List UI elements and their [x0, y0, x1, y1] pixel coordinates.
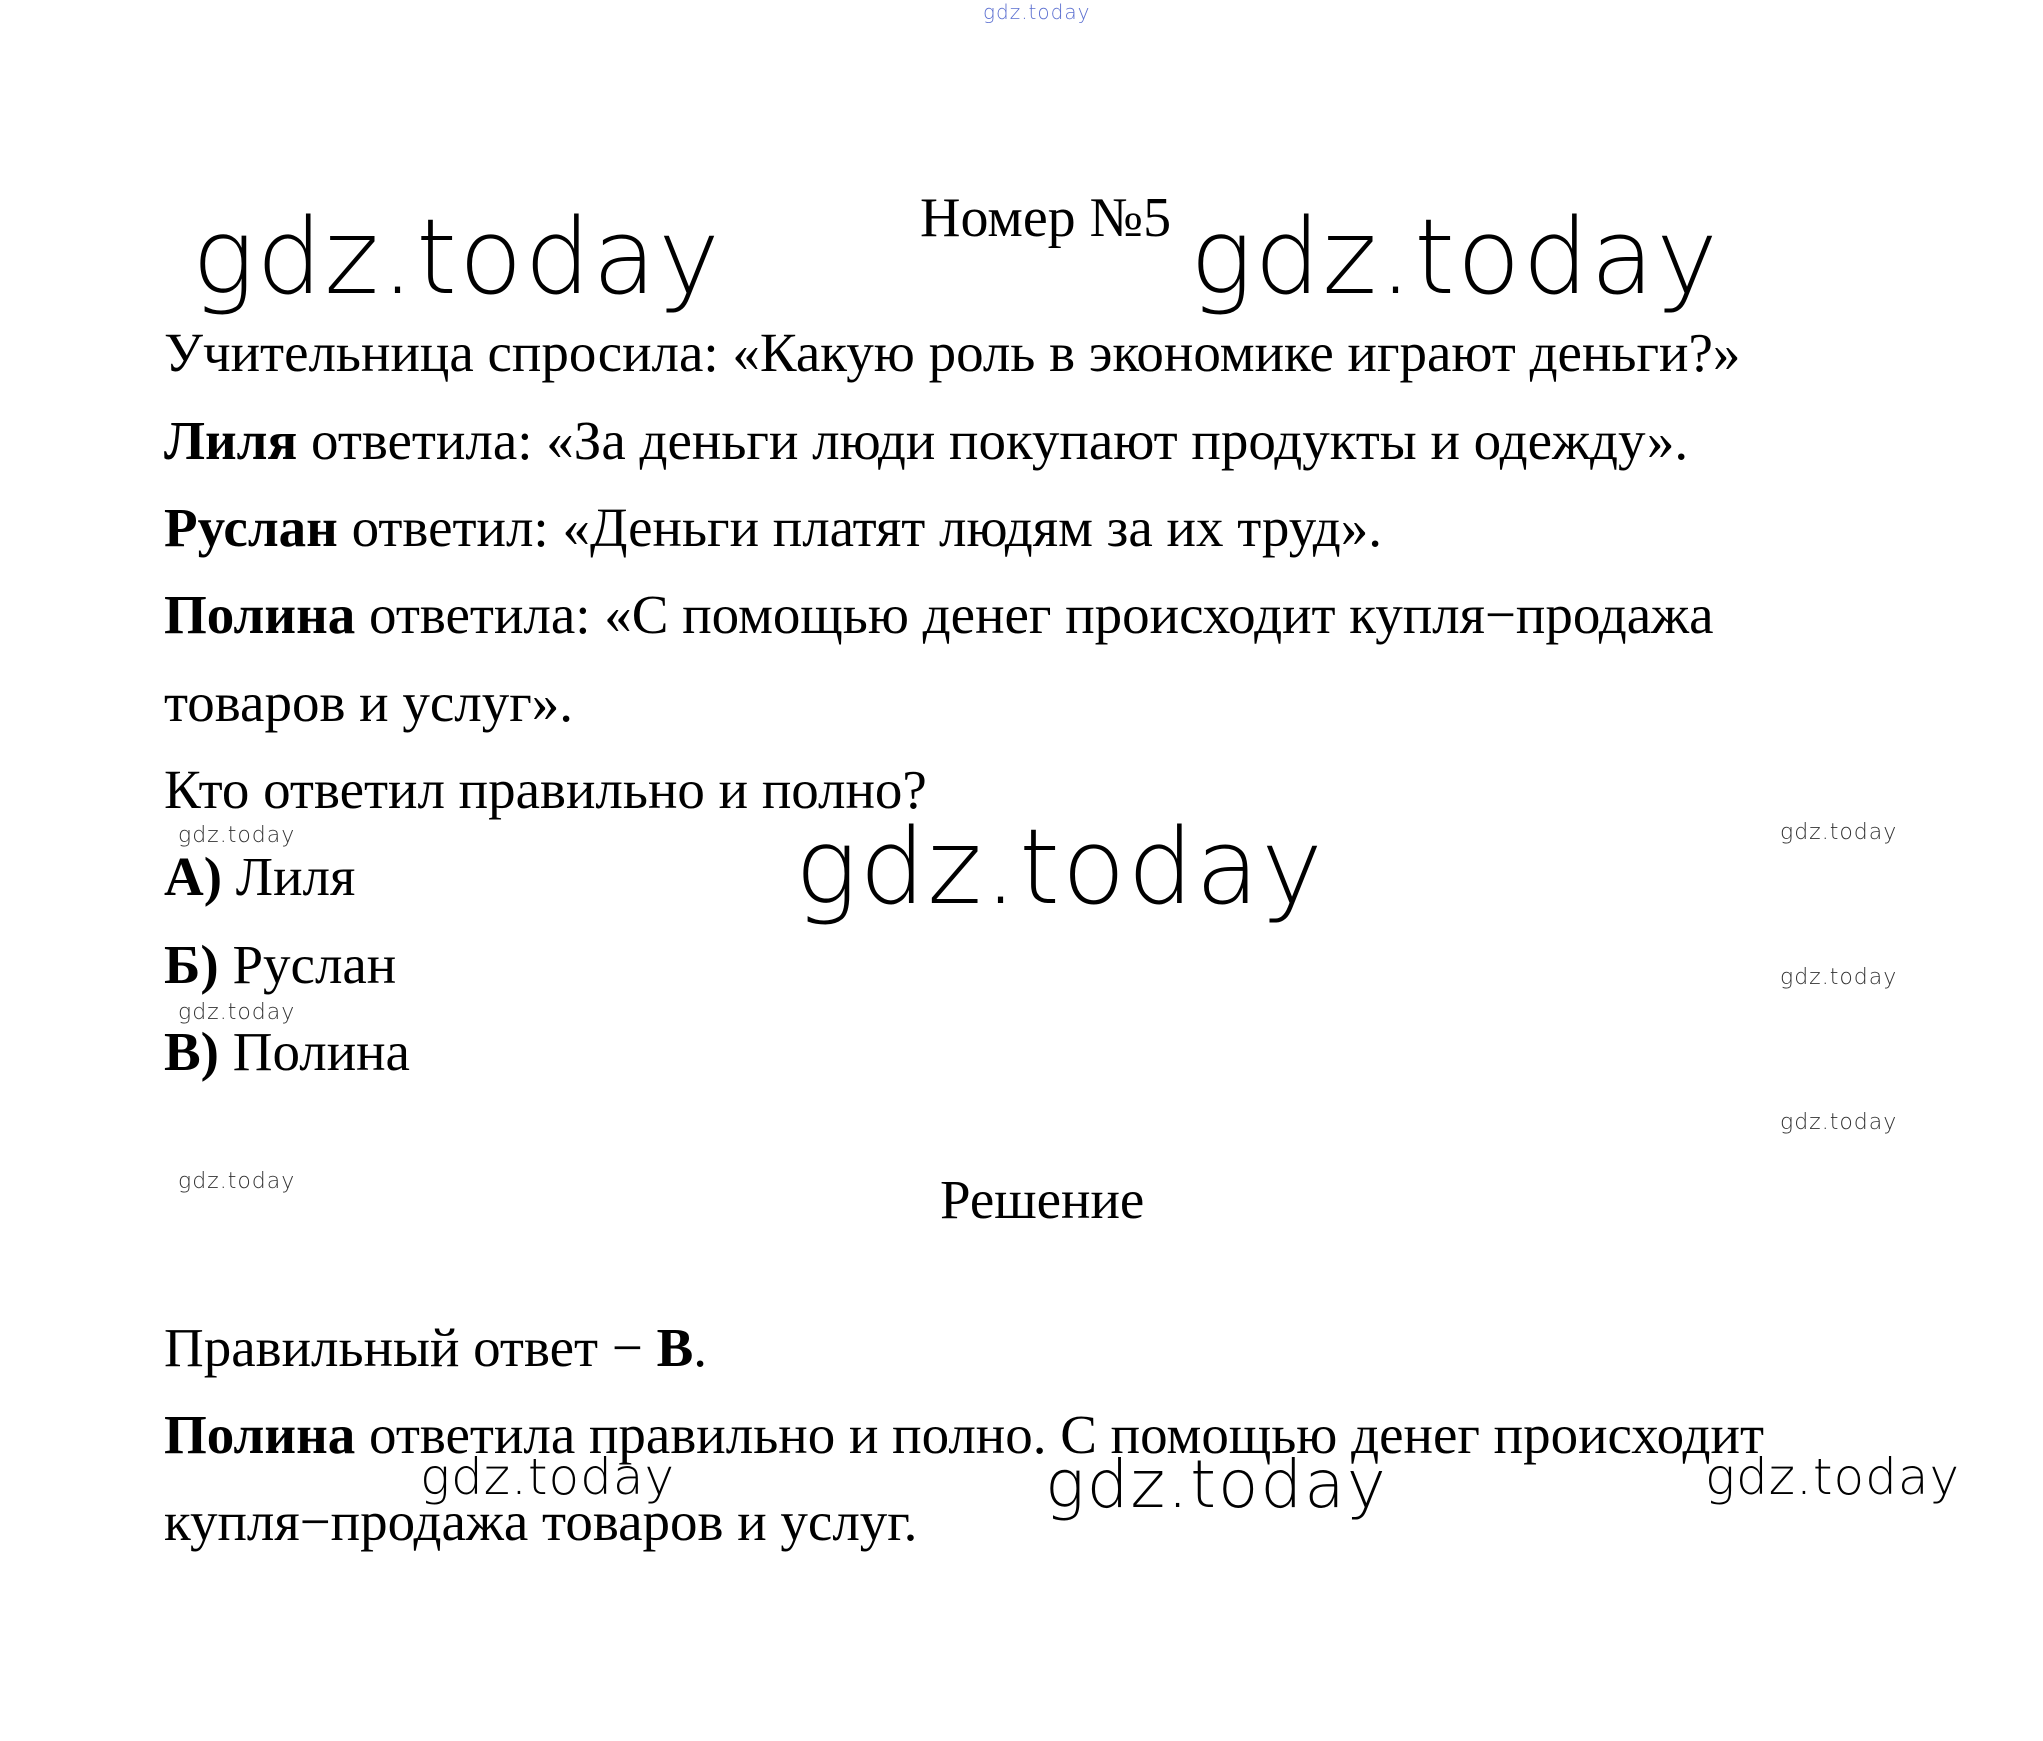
- watermark-large-left: gdz.today: [192, 196, 722, 318]
- answer-text: ответила: «С помощью денег происходит купля−продажа: [355, 584, 1714, 645]
- question-prompt: Кто ответил правильно и полно?: [164, 759, 927, 820]
- answer-name: Полина: [164, 584, 356, 645]
- watermark-small-left-2: gdz.today: [178, 1000, 296, 1025]
- answer-lilya: [164, 410, 1689, 471]
- watermark-small-right-2: gdz.today: [1780, 965, 1898, 990]
- watermark-small-right-1: gdz.today: [1780, 820, 1898, 845]
- option-b: [164, 934, 397, 995]
- option-label: Руслан: [232, 934, 397, 995]
- answer-text: ответил: «Деньги платят людям за их труд».: [337, 497, 1382, 558]
- option-letter: Б): [164, 934, 219, 995]
- option-letter: В): [164, 1021, 219, 1082]
- option-label: Лиля: [235, 846, 356, 907]
- explanation: [164, 1404, 1765, 1465]
- explanation-text: ответила правильно и полно. С помощью денег происходит: [355, 1404, 1765, 1465]
- problem-title: Номер №5: [920, 187, 1172, 249]
- answer-text: ответила: «За деньги люди покупают продукты и одежду».: [297, 410, 1689, 471]
- explanation-name: Полина: [164, 1404, 356, 1465]
- option-letter: А): [164, 846, 223, 907]
- option-c: [164, 1021, 410, 1082]
- watermark-small-right-3: gdz.today: [1780, 1110, 1898, 1135]
- watermark-large-right: gdz.today: [1190, 196, 1720, 318]
- question-text: Учительница спросила: «Какую роль в экономике играют деньги?»: [164, 322, 1741, 383]
- answer-polina: [164, 584, 1714, 645]
- option-a: [164, 846, 356, 907]
- watermark-small-left-1: gdz.today: [178, 823, 296, 848]
- option-label: Полина: [232, 1021, 410, 1082]
- solution-heading: Решение: [940, 1169, 1145, 1230]
- watermark-bottom-right: gdz.today: [1705, 1448, 1961, 1506]
- answer-name: Лиля: [164, 410, 298, 471]
- answer-polina-continuation: товаров и услуг».: [164, 672, 574, 733]
- correct-answer: [164, 1317, 707, 1378]
- watermark-bottom-center: gdz.today: [1045, 1446, 1388, 1523]
- correct-answer-suffix: .: [693, 1317, 707, 1378]
- answer-ruslan: [164, 497, 1382, 558]
- watermark-top: gdz.today: [983, 0, 1091, 24]
- correct-answer-letter: В: [656, 1317, 694, 1378]
- answer-name: Руслан: [164, 497, 338, 558]
- watermark-large-center: gdz.today: [795, 806, 1325, 928]
- explanation-continuation: купля−продажа товаров и услуг.: [164, 1491, 918, 1552]
- correct-answer-prefix: Правильный ответ −: [164, 1317, 657, 1378]
- watermark-small-left-3: gdz.today: [178, 1169, 296, 1194]
- watermark-bottom-left: gdz.today: [420, 1448, 676, 1506]
